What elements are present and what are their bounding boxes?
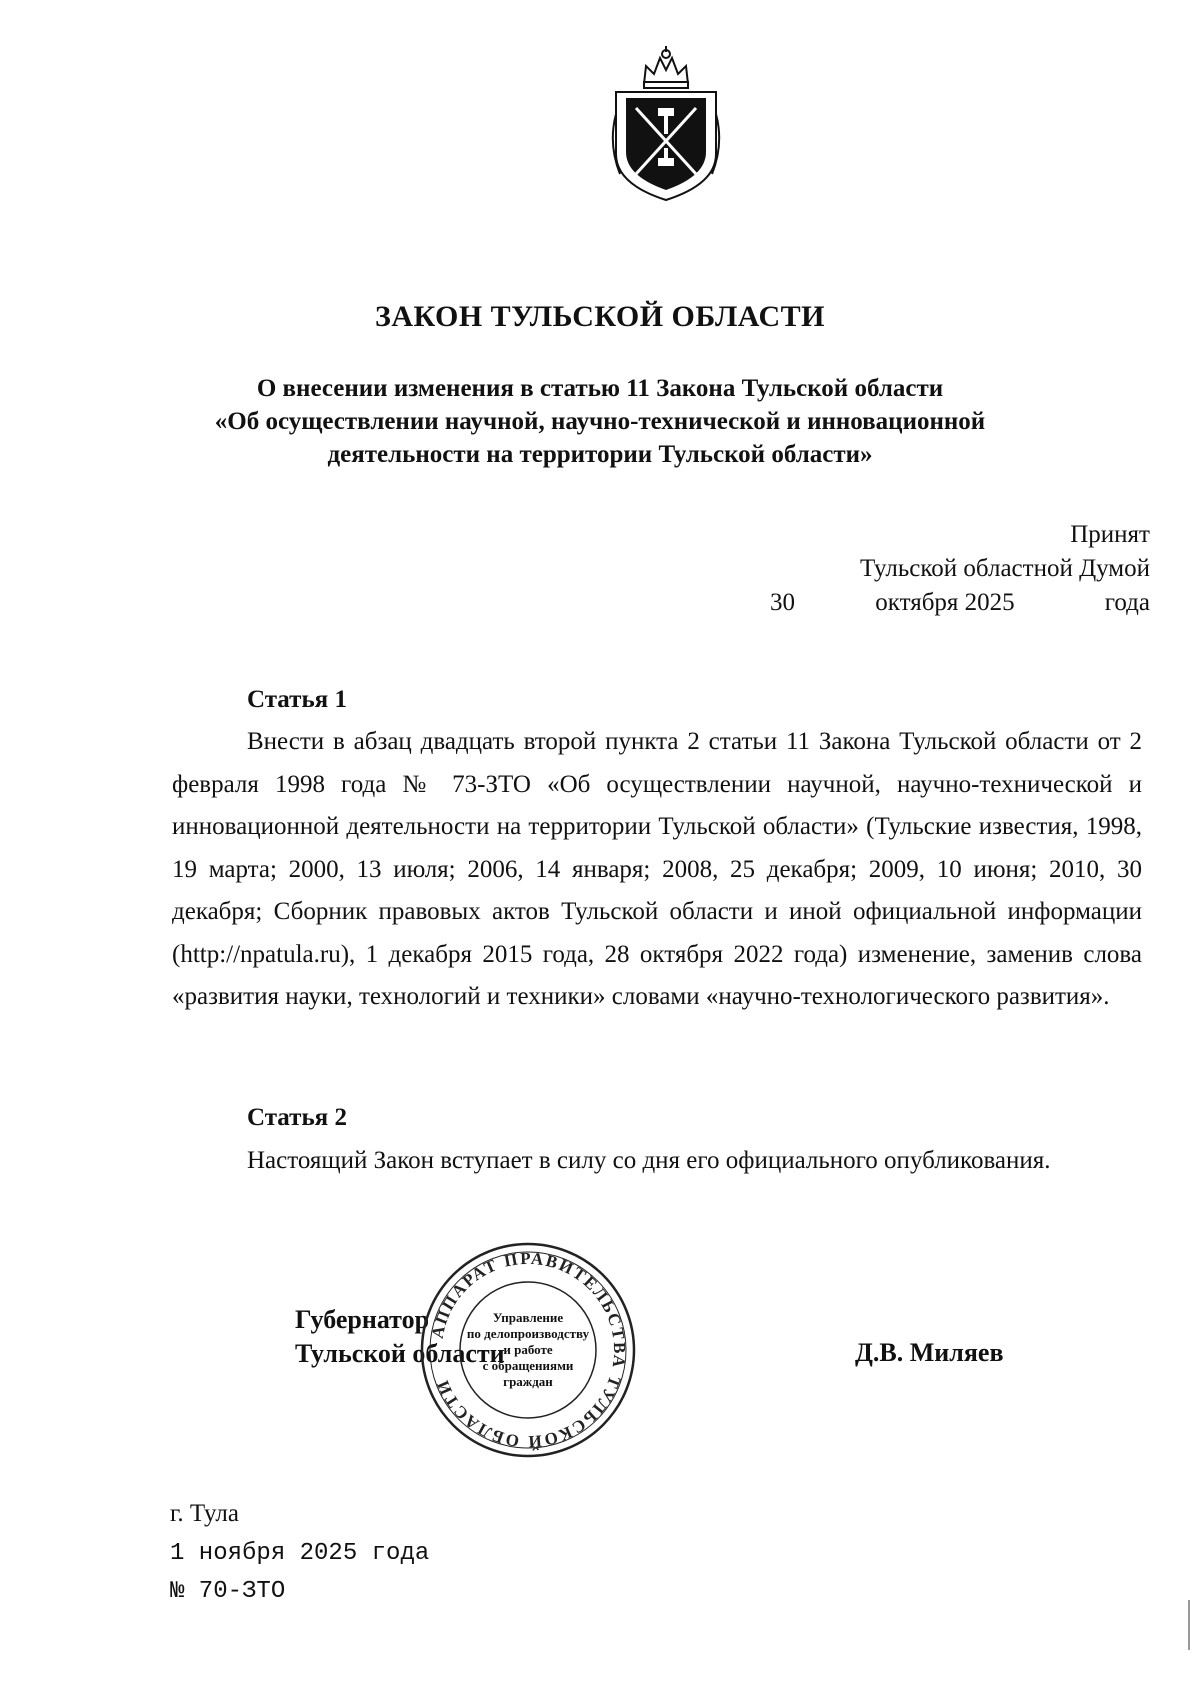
stamp-line: Управление <box>492 1310 564 1325</box>
coat-of-arms-icon <box>606 44 726 204</box>
adoption-suffix: года <box>1104 589 1150 616</box>
adoption-date <box>770 586 1150 620</box>
document-title: ЗАКОН ТУЛЬСКОЙ ОБЛАСТИ <box>375 300 825 333</box>
stamp-line: по делопроизводству <box>466 1326 590 1341</box>
position-line: Губернатор <box>295 1305 430 1334</box>
subtitle-line: О внесении изменения в статью 11 Закона Тульской области <box>256 375 944 402</box>
adoption-line: Принят <box>1070 521 1150 548</box>
subtitle-line: деятельности на территории Тульской области» <box>327 441 873 468</box>
adoption-month-year: октября 2025 <box>875 589 1015 616</box>
place-of-signing: г. Тула <box>170 1500 239 1527</box>
article-2-body: Настоящий Закон вступает в силу со дня его официального опубликования. <box>247 1147 1051 1174</box>
signing-date: 1 ноября 2025 года <box>170 1540 430 1567</box>
document-subtitle <box>0 372 1200 471</box>
article-2-heading: Статья 2 <box>247 1104 347 1131</box>
subtitle-line: «Об осуществлении научной, научно-технической и инновационной <box>214 408 986 435</box>
adoption-note <box>770 518 1150 620</box>
article-1-body: Внести в абзац двадцать второй пункта 2 статьи 11 Закона Тульской области от 2 февраля 1998 года № 73-ЗТО «Об осуществлении научной, научно-технической и инновационной деятельности на территории Тульской области» (Тульские известия, 1998, 19 марта; 2000, 13 июля; 2006, 14 января; 2008, 25 декабря; 2009, 10 июня; 2010, 30 декабря; Сборник правовых актов Тульской области и иной официальной информации (http://npatula.ru), 1 декабря 2015 года, 28 октября 2022 года) изменение, заменив слова «развития науки, технологий и техники» словами «научно-технологического развития». <box>172 728 1142 1010</box>
signatory-name: Д.В. Миляев <box>855 1338 1004 1367</box>
law-number: № 70-ЗТО <box>170 1578 286 1605</box>
adoption-line: Тульской областной Думой <box>859 555 1150 582</box>
stamp-ring-text: АППАРАТ ПРАВИТЕЛЬСТВА ТУЛЬСКОЙ ОБЛАСТИ <box>427 1248 630 1452</box>
stamp-center <box>418 1240 638 1460</box>
scan-edge-mark <box>1188 1600 1190 1650</box>
stamp-line: граждан <box>503 1374 553 1389</box>
official-stamp <box>418 1240 638 1460</box>
position-line: Тульской области <box>295 1339 505 1368</box>
stamp-line: с обращениями <box>482 1358 574 1373</box>
adoption-day: 30 <box>770 589 795 616</box>
stamp-line: и работе <box>503 1342 553 1357</box>
article-1-heading: Статья 1 <box>247 686 347 713</box>
